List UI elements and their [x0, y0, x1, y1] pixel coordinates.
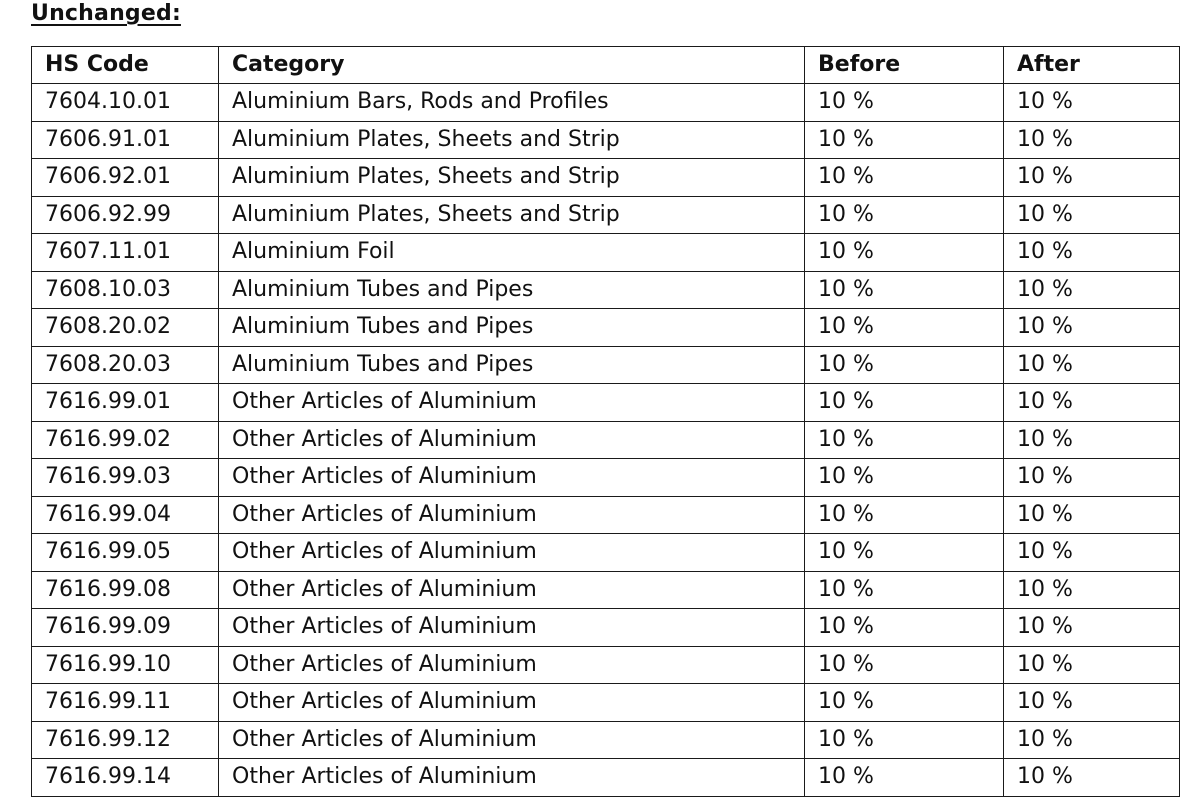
table-row [32, 646, 1180, 684]
cell-before: 10 % [805, 421, 1004, 459]
cell-after: 10 % [1004, 84, 1180, 122]
cell-after: 10 % [1004, 309, 1180, 347]
cell-after: 10 % [1004, 346, 1180, 384]
cell-hs-code: 7616.99.12 [32, 721, 219, 759]
cell-category: Other Articles of Aluminium [219, 496, 805, 534]
cell-category: Other Articles of Aluminium [219, 609, 805, 647]
table-row [32, 384, 1180, 422]
table-row [32, 609, 1180, 647]
cell-after: 10 % [1004, 459, 1180, 497]
cell-after: 10 % [1004, 121, 1180, 159]
table-row [32, 571, 1180, 609]
cell-hs-code: 7616.99.08 [32, 571, 219, 609]
cell-hs-code: 7616.99.04 [32, 496, 219, 534]
table-row [32, 759, 1180, 797]
cell-category: Other Articles of Aluminium [219, 384, 805, 422]
cell-hs-code: 7607.11.01 [32, 234, 219, 272]
cell-category: Aluminium Tubes and Pipes [219, 309, 805, 347]
cell-after: 10 % [1004, 234, 1180, 272]
cell-before: 10 % [805, 159, 1004, 197]
cell-before: 10 % [805, 759, 1004, 797]
cell-category: Other Articles of Aluminium [219, 571, 805, 609]
cell-hs-code: 7616.99.01 [32, 384, 219, 422]
cell-category: Other Articles of Aluminium [219, 459, 805, 497]
cell-hs-code: 7616.99.02 [32, 421, 219, 459]
cell-before: 10 % [805, 121, 1004, 159]
cell-category: Aluminium Plates, Sheets and Strip [219, 196, 805, 234]
cell-after: 10 % [1004, 421, 1180, 459]
cell-category: Other Articles of Aluminium [219, 534, 805, 572]
cell-hs-code: 7606.91.01 [32, 121, 219, 159]
cell-category: Aluminium Tubes and Pipes [219, 346, 805, 384]
cell-hs-code: 7616.99.11 [32, 684, 219, 722]
cell-category: Aluminium Foil [219, 234, 805, 272]
table-row [32, 121, 1180, 159]
cell-after: 10 % [1004, 496, 1180, 534]
cell-hs-code: 7616.99.03 [32, 459, 219, 497]
table-row [32, 421, 1180, 459]
cell-category: Other Articles of Aluminium [219, 684, 805, 722]
header-before: Before [805, 47, 1004, 84]
cell-hs-code: 7606.92.99 [32, 196, 219, 234]
cell-before: 10 % [805, 684, 1004, 722]
section-heading: Unchanged: [31, 1, 181, 26]
cell-before: 10 % [805, 271, 1004, 309]
cell-after: 10 % [1004, 534, 1180, 572]
cell-before: 10 % [805, 309, 1004, 347]
cell-before: 10 % [805, 609, 1004, 647]
cell-category: Other Articles of Aluminium [219, 759, 805, 797]
table-row [32, 234, 1180, 272]
table-row [32, 721, 1180, 759]
cell-hs-code: 7616.99.10 [32, 646, 219, 684]
cell-before: 10 % [805, 571, 1004, 609]
header-hs-code: HS Code [32, 47, 219, 84]
cell-before: 10 % [805, 234, 1004, 272]
cell-category: Aluminium Plates, Sheets and Strip [219, 121, 805, 159]
cell-hs-code: 7608.20.03 [32, 346, 219, 384]
header-after: After [1004, 47, 1180, 84]
cell-after: 10 % [1004, 609, 1180, 647]
tariff-table [31, 46, 1180, 797]
cell-before: 10 % [805, 196, 1004, 234]
cell-after: 10 % [1004, 721, 1180, 759]
cell-before: 10 % [805, 346, 1004, 384]
cell-hs-code: 7608.10.03 [32, 271, 219, 309]
table-row [32, 159, 1180, 197]
cell-category: Aluminium Plates, Sheets and Strip [219, 159, 805, 197]
table-row [32, 459, 1180, 497]
cell-category: Aluminium Tubes and Pipes [219, 271, 805, 309]
table-row [32, 271, 1180, 309]
cell-before: 10 % [805, 646, 1004, 684]
cell-before: 10 % [805, 84, 1004, 122]
cell-after: 10 % [1004, 384, 1180, 422]
cell-category: Other Articles of Aluminium [219, 421, 805, 459]
cell-before: 10 % [805, 384, 1004, 422]
cell-category: Other Articles of Aluminium [219, 721, 805, 759]
table-body [32, 84, 1180, 797]
cell-hs-code: 7604.10.01 [32, 84, 219, 122]
cell-after: 10 % [1004, 646, 1180, 684]
table-row [32, 496, 1180, 534]
cell-hs-code: 7616.99.05 [32, 534, 219, 572]
cell-after: 10 % [1004, 196, 1180, 234]
cell-before: 10 % [805, 496, 1004, 534]
cell-category: Other Articles of Aluminium [219, 646, 805, 684]
cell-before: 10 % [805, 721, 1004, 759]
cell-after: 10 % [1004, 684, 1180, 722]
cell-hs-code: 7608.20.02 [32, 309, 219, 347]
table-header-row [32, 47, 1180, 84]
table-row [32, 684, 1180, 722]
cell-category: Aluminium Bars, Rods and Profiles [219, 84, 805, 122]
table-row [32, 534, 1180, 572]
table-row [32, 309, 1180, 347]
cell-before: 10 % [805, 534, 1004, 572]
table-row [32, 346, 1180, 384]
cell-after: 10 % [1004, 759, 1180, 797]
cell-after: 10 % [1004, 271, 1180, 309]
cell-after: 10 % [1004, 571, 1180, 609]
cell-hs-code: 7606.92.01 [32, 159, 219, 197]
cell-before: 10 % [805, 459, 1004, 497]
table-row [32, 196, 1180, 234]
cell-after: 10 % [1004, 159, 1180, 197]
cell-hs-code: 7616.99.14 [32, 759, 219, 797]
header-category: Category [219, 47, 805, 84]
cell-hs-code: 7616.99.09 [32, 609, 219, 647]
table-row [32, 84, 1180, 122]
